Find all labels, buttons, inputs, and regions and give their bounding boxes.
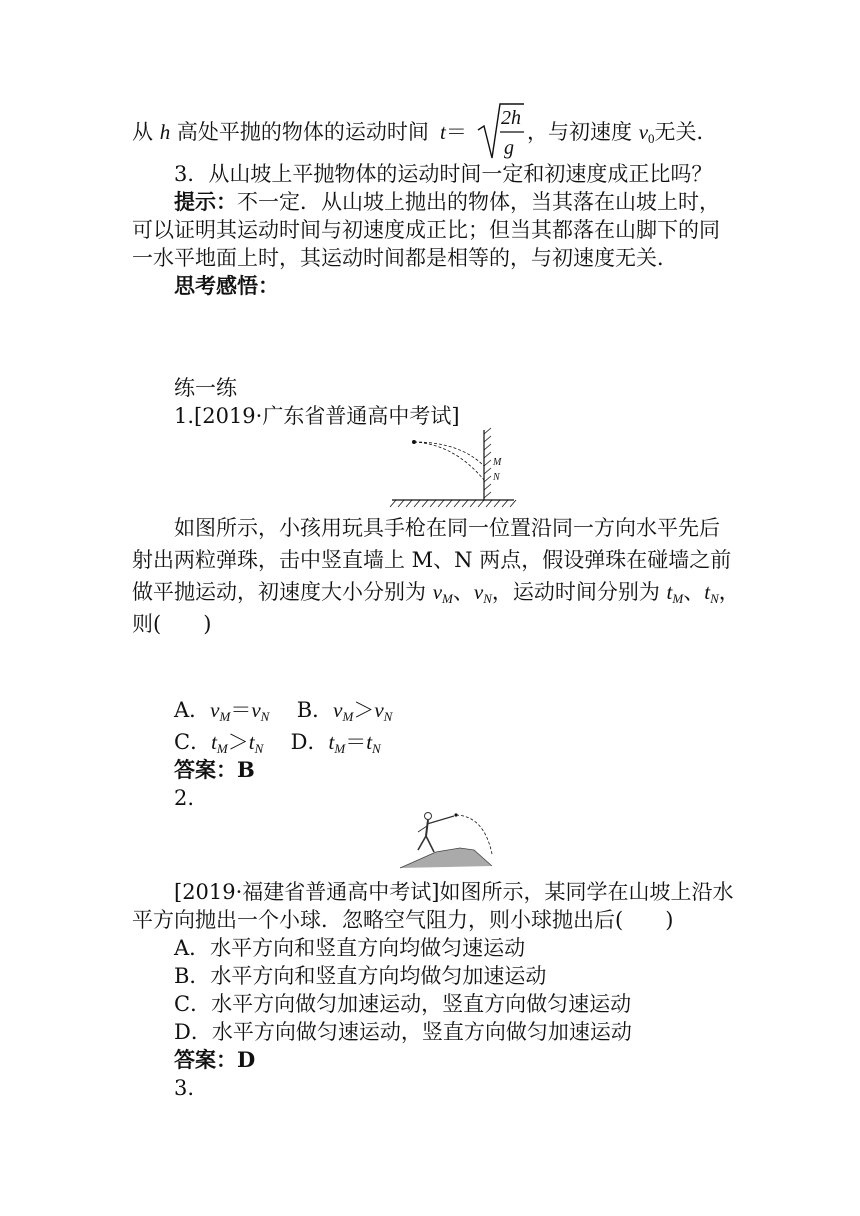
q2-answer: 答案：D xyxy=(174,1047,256,1072)
q2-line-1: [2019·福建省普通高中考试]如图所示，某同学在山坡上沿水 xyxy=(174,880,734,904)
question-1-head: 1.[2019·广东省普通高中考试] xyxy=(174,404,460,428)
label-m: M xyxy=(493,457,502,468)
practice-title: 练一练 xyxy=(174,376,237,400)
q2-option-a: A．水平方向和竖直方向均做匀速运动 xyxy=(174,936,526,960)
hint-line-3: 一水平地面上时，其运动时间都是相等的，与初速度无关． xyxy=(132,246,678,270)
q1-answer: 答案：B xyxy=(174,757,255,782)
q1-options-ab: A．$v_M=v_N$ B．$v_M>v_N$ xyxy=(174,698,393,724)
q2-option-b: B．水平方向和竖直方向均做匀加速运动 xyxy=(174,964,547,988)
q1-paren: 则( ) xyxy=(132,612,212,636)
q2-line-2: 平方向抛出一个小球．忽略空气阻力，则小球抛出后( ) xyxy=(132,908,674,932)
question-3-text: 3．从山坡上平抛物体的运动时间一定和初速度成正比吗？ xyxy=(174,162,713,186)
q1-line-3: 做平抛运动，初速度大小分别为 $v_M$、$v_N$，运动时间分别为 $t_M$、$t_N$， xyxy=(132,580,740,606)
q1-line-1: 如图所示，小孩用玩具手枪在同一位置沿同一方向水平先后 xyxy=(174,516,720,540)
formula-t: t＝ xyxy=(440,120,467,144)
question-2-number: 2. xyxy=(174,786,195,810)
q2-option-c: C．水平方向做匀加速运动，竖直方向做匀速运动 xyxy=(174,992,632,1016)
question-3-number: 3. xyxy=(174,1076,195,1100)
label-n: N xyxy=(493,472,500,483)
reflection-label: 思考感悟： xyxy=(174,273,279,298)
hint-line-2: 可以证明其运动时间与初速度成正比；但当其都落在山脚下的同 xyxy=(132,218,720,242)
q2-option-d: D．水平方向做匀速运动，竖直方向做匀加速运动 xyxy=(174,1020,632,1044)
q1-options-cd: C．$t_M>t_N$ D．$t_M=t_N$ xyxy=(174,730,381,756)
q1-line-2: 射出两粒弹珠，击中竖直墙上 M、N 两点，假设弹珠在碰墙之前 xyxy=(132,548,732,572)
formula-line: 从 h 高处平抛的物体的运动时间 xyxy=(132,120,429,144)
formula-tail: ，与初速度 $v_0$无关． xyxy=(527,120,718,146)
throwing-figure xyxy=(396,806,508,870)
formula-numerator: 2h xyxy=(501,107,521,129)
hint-line-1: 提示：不一定．从山坡上抛出的物体，当其落在山坡上时， xyxy=(174,189,720,214)
formula-denominator: g xyxy=(504,137,514,159)
